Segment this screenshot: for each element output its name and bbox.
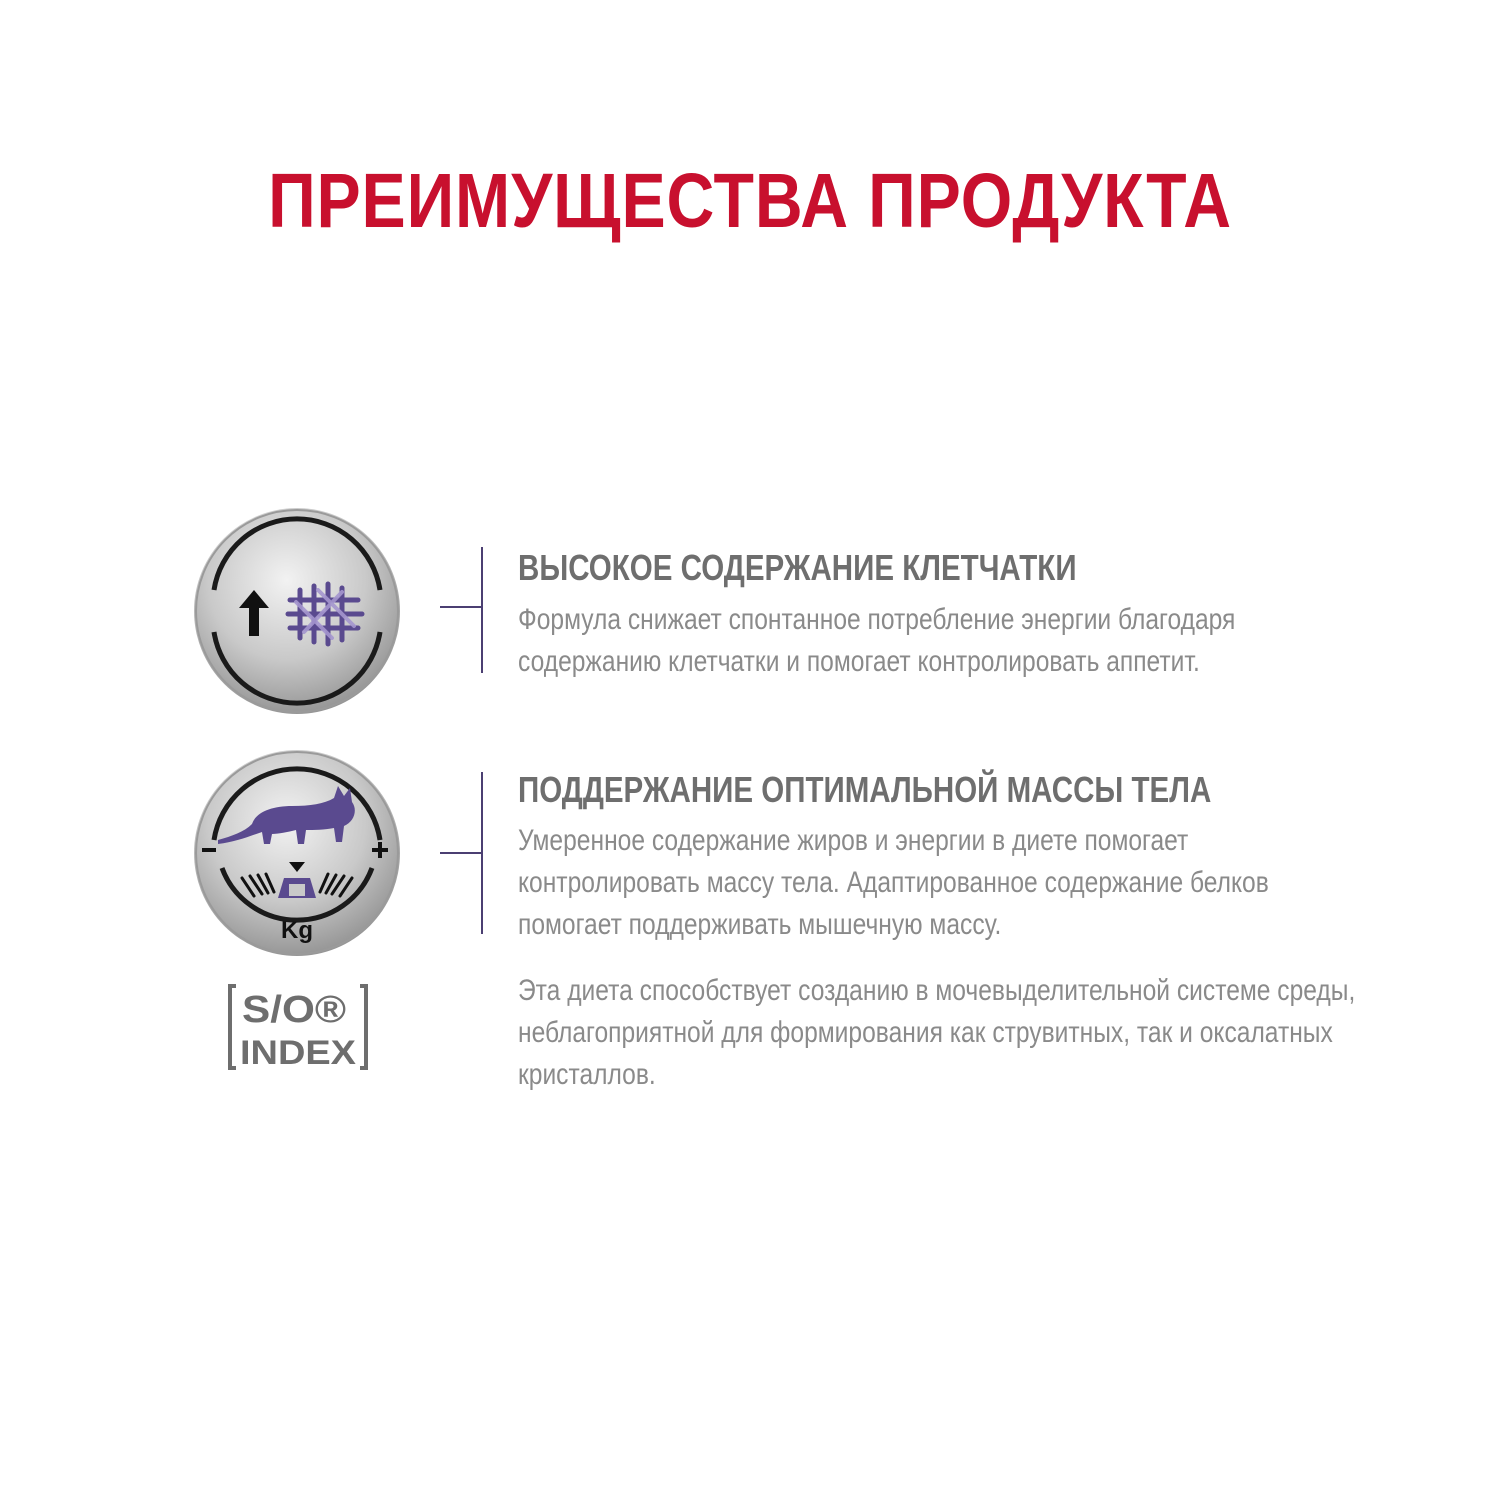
benefit-text-line: содержанию клетчатки и помогает контролировать аппетит. (518, 645, 1200, 678)
benefit-text-line: Умеренное содержание жиров и энергии в диете помогает (518, 824, 1189, 857)
so-index-text-line: Эта диета способствует созданию в мочевыделительной системе среды, (518, 974, 1356, 1007)
benefit-text-line: помогает поддерживать мышечную массу. (518, 908, 1002, 941)
kg-label: Kg (281, 917, 313, 944)
connector-horizontal (440, 606, 482, 608)
high-fiber-icon (192, 506, 402, 716)
benefit-heading: ПОДДЕРЖАНИЕ ОПТИМАЛЬНОЙ МАССЫ ТЕЛА (518, 769, 1212, 810)
connector-vertical (481, 547, 483, 673)
so-index-logo (228, 984, 368, 1070)
weight-control-cat-icon (192, 748, 402, 958)
benefit-fiber (518, 547, 1418, 683)
connector-vertical (481, 772, 483, 934)
so-index-line1: S/O® (242, 989, 346, 1031)
so-index-text-line: кристаллов. (518, 1058, 656, 1091)
benefit-text-line: контролировать массу тела. Адаптированное содержание белков (518, 866, 1269, 899)
benefit-weight (518, 769, 1418, 946)
connector-horizontal (440, 852, 482, 854)
so-index-description (518, 970, 1418, 1096)
so-index-text-line: неблагоприятной для формирования как струвитных, так и оксалатных (518, 1016, 1333, 1049)
so-index-line2: INDEX (240, 1034, 357, 1070)
page-title: ПРЕИМУЩЕСТВА ПРОДУКТА (268, 158, 1232, 244)
benefit-text-line: Формула снижает спонтанное потребление энергии благодаря (518, 603, 1236, 636)
benefit-heading: ВЫСОКОЕ СОДЕРЖАНИЕ КЛЕТЧАТКИ (518, 547, 1077, 588)
